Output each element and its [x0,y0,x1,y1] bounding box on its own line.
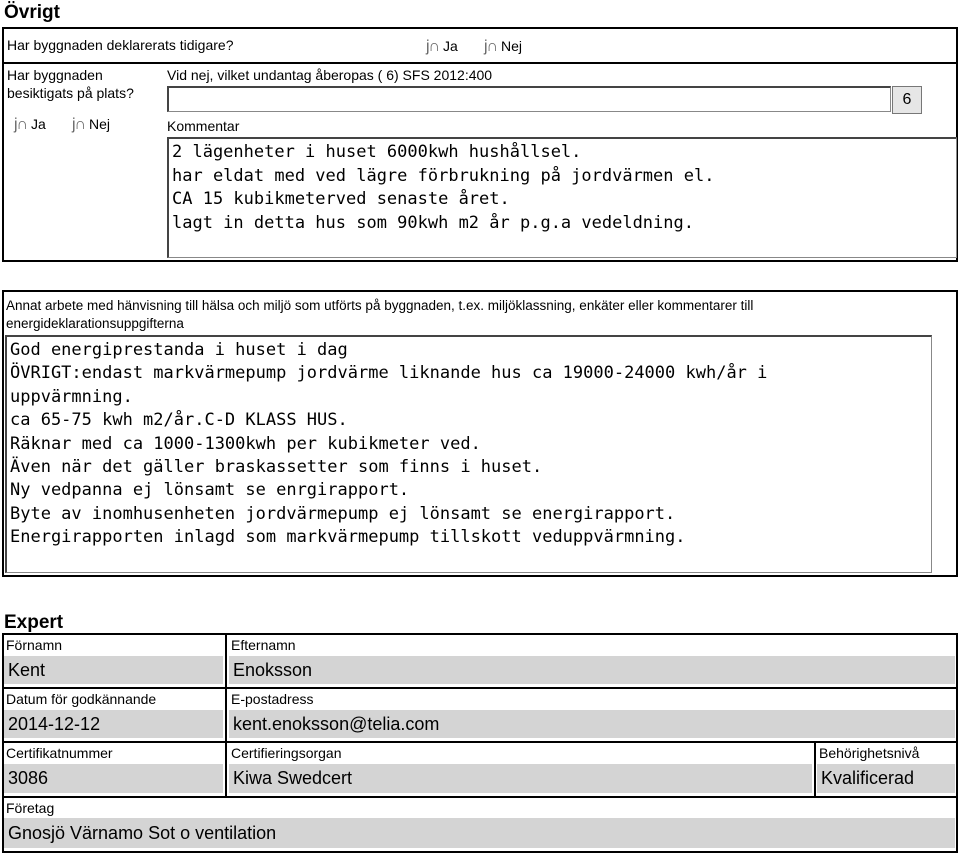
behorighet-field[interactable]: Kvalificerad [817,764,955,793]
declared-nej-radio[interactable] [484,38,522,56]
foretag-label: Företag [6,800,55,816]
radio-button-icon: j∩ [14,116,28,133]
comment-label: Kommentar [167,118,240,134]
efternamn-field[interactable]: Enoksson [229,656,955,684]
datum-label: Datum för godkännande [6,691,157,707]
certorgan-label: Certifieringsorgan [231,745,342,761]
fornamn-label: Förnamn [6,637,63,653]
other-work-textarea[interactable]: God energiprestanda i huset i dag ÖVRIGT:endast markvärmepump jordvärme liknande hus ca 19000-24000 kwh/år i uppvärmning. ca 65-75 kwh m2/år.C-D KLASS HUS. Räknar med ca 1000-1300kwh per kubikmeter ved. Även när det gäller braskassetter som finns i huset. Ny vedpanna ej lönsamt se enrgirapport. Byte av inomhusenheten jordvärmepump ej lönsamt se energirapport. Energirapporten inlagd som markvärmepump tillskott veduppvärmning. [5,335,932,573]
comment-textarea[interactable]: 2 lägenheter i huset 6000kwh hushållsel. har eldat med ved lägre förbrukning på jordvärmen el. CA 15 kubikmeterved senaste året. lagt in detta hus som 90kwh m2 år p.g.a vedeldning. [167,137,957,258]
inspected-nej-radio[interactable] [72,116,110,134]
datum-field[interactable]: 2014-12-12 [4,710,223,738]
inspected-question-line2: besiktigats på plats? [7,85,134,101]
exception-select-button[interactable]: 6 [892,86,922,114]
certnr-label: Certifikatnummer [6,745,113,761]
other-work-label-line2: energideklarationsuppgifterna [6,316,184,331]
expert-row-divider-1 [2,687,958,689]
expert-col-divider-2 [814,741,816,797]
exception-label: Vid nej, vilket undantag åberopas ( 6) SFS 2012:400 [167,67,493,83]
epost-field[interactable]: kent.enoksson@telia.com [229,710,955,738]
expert-col-divider-1 [225,633,227,797]
epost-label: E-postadress [231,691,314,707]
exception-input[interactable] [167,86,891,112]
declared-question: Har byggnaden deklarerats tidigare? [7,37,234,53]
foretag-field[interactable]: Gnosjö Värnamo Sot o ventilation [4,818,955,848]
inspected-nej-label: Nej [88,116,110,132]
behorighet-label: Behörighetsnivå [819,745,920,761]
inspected-ja-radio[interactable] [14,116,46,134]
other-work-label-line1: Annat arbete med hänvisning till hälsa och miljö som utförts på byggnaden, t.ex. miljöklassning, enkäter eller kommentarer till [6,298,754,313]
radio-button-icon: j∩ [426,38,440,55]
expert-heading: Expert [4,612,64,633]
certnr-field[interactable]: 3086 [4,764,223,793]
declared-nej-label: Nej [500,38,522,54]
fornamn-field[interactable]: Kent [4,656,223,684]
certorgan-field[interactable]: Kiwa Swedcert [229,764,812,793]
inspected-question-line1: Har byggnaden [7,67,103,83]
ovrigt-heading: Övrigt [4,2,60,23]
radio-button-icon: j∩ [484,38,498,55]
declared-ja-radio[interactable] [426,38,458,56]
efternamn-label: Efternamn [231,637,296,653]
inspected-ja-label: Ja [30,116,46,132]
radio-button-icon: j∩ [72,116,86,133]
declared-ja-label: Ja [442,38,458,54]
ovrigt-row-divider [2,62,958,64]
